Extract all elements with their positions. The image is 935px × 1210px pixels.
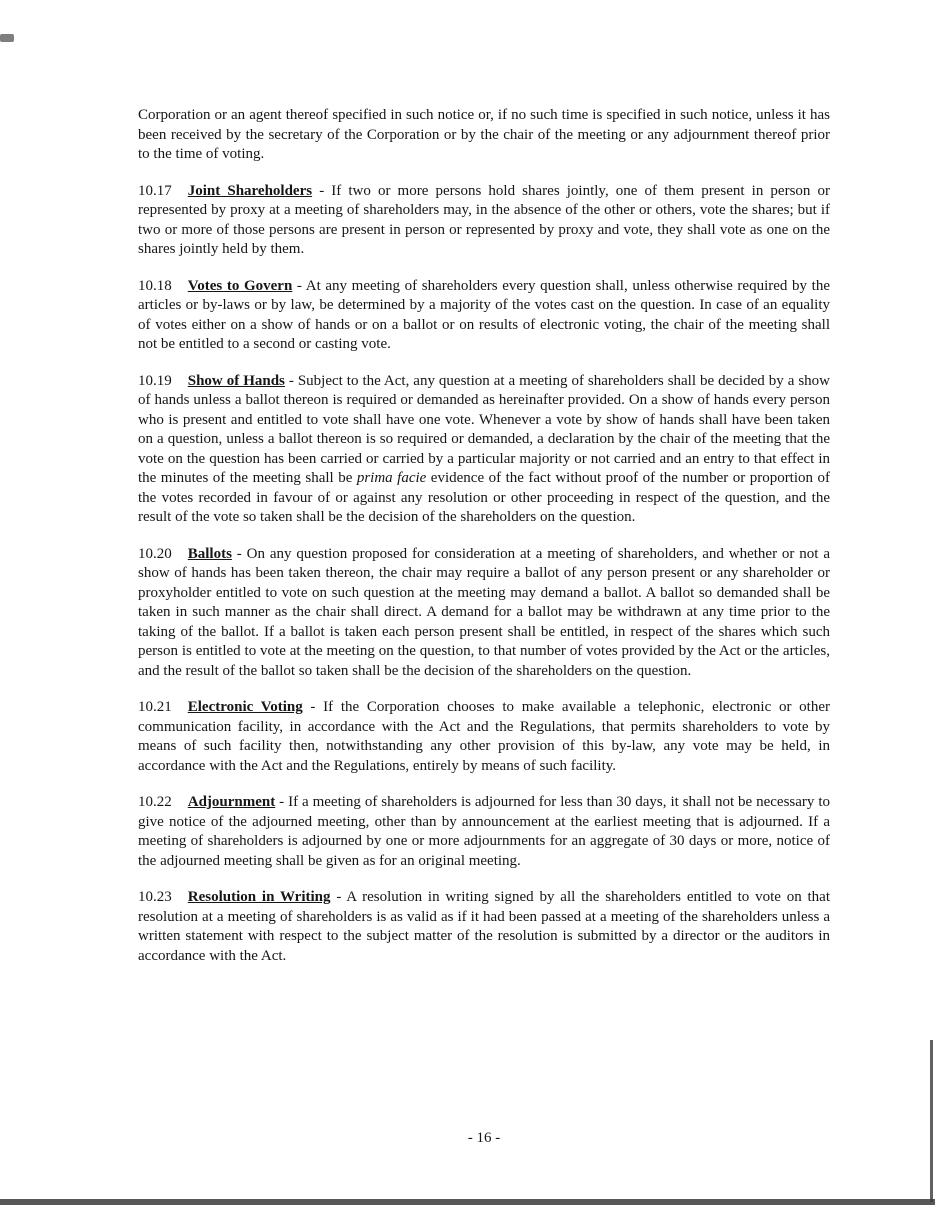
section-title: Ballots [187,545,232,562]
section-body: - If the Corporation chooses to make available a telephonic, electronic or other communication facility, in accordance with the Act and the Regulations, that permits shareholders to vote by means of such facility then, notwithstanding any other provision of this by-law, any vote may be held, in accordance with the Act and the Regulations, entirely by means of such facility. [138,699,830,774]
section-number: 10.18 [138,277,172,294]
page-body [138,106,830,966]
section-number: 10.17 [138,182,172,199]
italic-phrase: prima facie [356,470,427,486]
section-paragraph [138,277,830,355]
section-paragraph [138,545,830,682]
section-paragraph [138,793,830,871]
section-title: Votes to Govern [187,277,293,294]
section-title: Adjournment [187,794,276,810]
scan-artifact-top-left [0,34,14,42]
section-body: - Subject to the Act, any question at a meeting of shareholders shall be decided by a show of hands unless a ballot thereon is required or demanded as hereinafter provided. On a show of hands every person who is present and entitled to vote shall have one vote. Whenever a vote by show of hands shall have been taken on a question, unless a ballot thereon is so required or demanded, a declaration by the chair of the meeting that the vote on the question has been carried or carried by a particular majority or not carried and an entry to that effect in the minutes of the meeting shall be [138,372,831,486]
scan-artifact-right-edge [930,1040,933,1202]
section-number: 10.22 [138,794,172,810]
section-title: Resolution in Writing [187,889,331,905]
section-body: - If a meeting of shareholders is adjourned for less than 30 days, it shall not be necessary to give notice of the adjourned meeting, other than by announcement at the earliest meeting that is adjourned. If a meeting of shareholders is adjourned by one or more adjournments for an aggregate of 30 days or more, notice of the adjourned meeting shall be given as for an original meeting. [138,794,830,869]
section-number: 10.19 [138,372,172,389]
section-title: Joint Shareholders [187,182,313,199]
section-body: - On any question proposed for consideration at a meeting of shareholders, and whether or not a show of hands has been taken thereon, the chair may require a ballot of any person present or any shareholder or proxyholder entitled to vote on such question at the meeting may demand a ballot. A ballot so demanded shall be taken in such manner as the chair shall direct. A demand for a ballot may be withdrawn at any time prior to the taking of the ballot. If a ballot is taken each person present shall be entitled, in respect of the shares which such person is entitled to vote at the meeting on the question, to that number of votes provided by the Act or the articles, and the result of the ballot so taken shall be the decision of the shareholders on the question. [138,545,830,679]
section-title: Electronic Voting [187,699,303,715]
section-body: - If two or more persons hold shares jointly, one of them present in person or represented by proxy at a meeting of shareholders may, in the absence of the other or others, vote the shares; but if two or more of those persons are present in person or represented by proxy and vote, they shall vote as one on the shares jointly held by them. [138,182,830,257]
section-body-continued: evidence of the fact without proof of the number or proportion of the votes recorded in favour of or against any resolution or other proceeding in respect of the question, and the result of the vote so taken shall be the decision of the shareholders on the question. [138,470,830,525]
section-number: 10.23 [138,889,172,905]
page-number: - 16 - [467,1130,501,1146]
section-paragraph [138,182,830,260]
section-body: - At any meeting of shareholders every question shall, unless otherwise required by the articles or by-laws or by law, be determined by a majority of the votes cast on the question. In case of an equality of votes either on a show of hands or on a ballot or on results of electronic voting, the chair of the meeting shall not be entitled to a second or casting vote. [138,277,830,352]
section-title: Show of Hands [187,372,285,389]
continuation-paragraph: Corporation or an agent thereof specified in such notice or, if no such time is specified in such notice, unless it has been received by the secretary of the Corporation or by the chair of the meeting or any adjournment thereof prior to the time of voting. [138,107,830,162]
section-number: 10.20 [138,545,172,562]
scan-artifact-bottom-edge [0,1199,935,1205]
section-paragraph [138,698,830,776]
section-paragraph [138,888,830,966]
section-paragraph [138,372,830,528]
section-number: 10.21 [138,699,172,715]
section-body: - A resolution in writing signed by all the shareholders entitled to vote on that resolution at a meeting of shareholders is as valid as if it had been passed at a meeting of the shareholders unless a written statement with respect to the subject matter of the resolution is submitted by a director or the auditors in accordance with the Act. [138,889,831,964]
